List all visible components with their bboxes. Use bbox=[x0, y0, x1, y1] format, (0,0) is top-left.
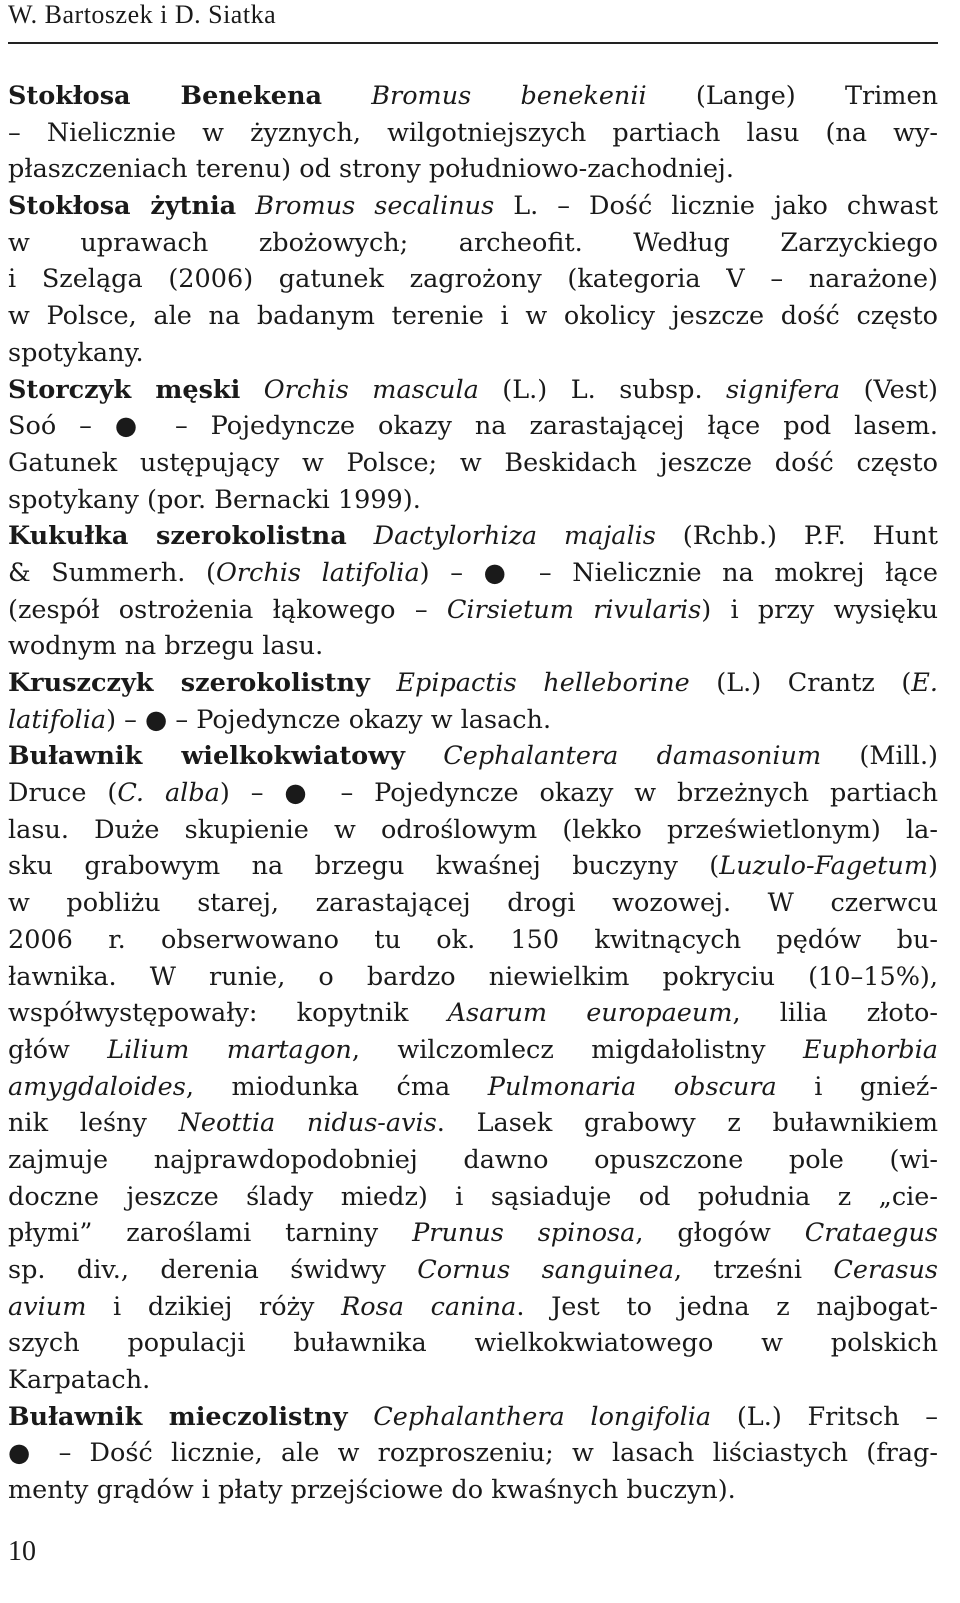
text-line bbox=[8, 1069, 938, 1106]
text-run: ● – Dość licznie, ale w rozproszeniu; w lasach liściastych (frag- bbox=[8, 1438, 938, 1469]
text-line bbox=[8, 1362, 938, 1399]
text-line bbox=[8, 812, 938, 849]
text-run: szych populacji buławnika wielkokwiatowego w polskich bbox=[8, 1328, 938, 1359]
text-run: lasu. Duże skupienie w odroślowym (lekko prześwietlonym) la- bbox=[8, 814, 938, 845]
species-name: Storczyk męski bbox=[8, 374, 241, 405]
header-rule bbox=[8, 42, 938, 44]
text-line bbox=[8, 1472, 938, 1509]
text-run bbox=[405, 741, 443, 771]
text-run: , miodunka ćma bbox=[185, 1071, 488, 1102]
text-run: L. – Dość licznie jako chwast bbox=[494, 191, 938, 222]
text-line bbox=[8, 738, 938, 775]
text-run bbox=[236, 191, 255, 221]
text-run bbox=[322, 81, 371, 111]
text-line bbox=[8, 518, 938, 555]
text-run: ) i przy wysięku bbox=[701, 594, 938, 625]
text-line bbox=[8, 1105, 938, 1142]
text-run bbox=[348, 1402, 374, 1432]
text-run: (Vest) bbox=[840, 374, 938, 405]
latin-name: latifolia bbox=[8, 704, 107, 735]
latin-name: Lilium martagon bbox=[107, 1034, 352, 1065]
text-run: w pobliżu starej, zarastającej drogi wozowej. W czerwcu bbox=[8, 888, 938, 919]
text-line bbox=[8, 1399, 938, 1436]
text-run bbox=[347, 521, 374, 551]
latin-name: Cerasus bbox=[833, 1255, 938, 1285]
species-name: Buławnik wielkokwiatowy bbox=[8, 741, 405, 772]
text-line bbox=[8, 922, 938, 959]
text-run: (L.) Crantz ( bbox=[689, 668, 912, 698]
text-line bbox=[8, 702, 938, 739]
latin-name: Prunus spinosa bbox=[412, 1218, 636, 1249]
text-run: nik leśny bbox=[8, 1108, 179, 1139]
text-line bbox=[8, 592, 938, 629]
latin-name: Cornus sanguinea bbox=[417, 1255, 674, 1285]
text-run: współwystępowały: kopytnik bbox=[8, 998, 448, 1029]
text-line bbox=[8, 225, 938, 262]
text-run: sku grabowym na brzegu kwaśnej buczyny ( bbox=[8, 851, 720, 882]
text-line bbox=[8, 848, 938, 885]
text-line bbox=[8, 188, 938, 225]
text-line bbox=[8, 151, 938, 188]
latin-name: Cephalanthera longifolia bbox=[373, 1401, 712, 1432]
latin-name: amygdaloides bbox=[8, 1071, 186, 1102]
text-run: ) – ● – Pojedyncze okazy w lasach. bbox=[106, 704, 552, 735]
text-run: Soó – ● – Pojedyncze okazy na zarastającej łące pod lasem. bbox=[8, 411, 938, 442]
text-run: Druce ( bbox=[8, 778, 118, 809]
species-name: Stokłosa żytnia bbox=[8, 191, 237, 222]
text-run bbox=[370, 668, 397, 698]
latin-name: Dactylorhiza majalis bbox=[373, 521, 656, 552]
text-line bbox=[8, 1179, 938, 1216]
text-line bbox=[8, 115, 938, 152]
text-line bbox=[8, 1325, 938, 1362]
text-run: , wilczomlecz migdałolistny bbox=[351, 1034, 803, 1065]
latin-name: Cirsietum rivularis bbox=[446, 594, 702, 625]
text-run: & Summerh. ( bbox=[8, 557, 216, 588]
text-line bbox=[8, 1252, 938, 1289]
text-run: Gatunek ustępujący w Polsce; w Beskidach jeszcze dość często bbox=[8, 447, 938, 478]
text-run: głów bbox=[8, 1034, 108, 1065]
latin-name: Epipactis helleborine bbox=[396, 668, 690, 698]
latin-name: Orchis mascula bbox=[263, 374, 479, 405]
latin-name: Luzulo-Fagetum bbox=[719, 851, 929, 882]
text-run: (Lange) Trimen bbox=[646, 81, 938, 111]
latin-name: E. bbox=[911, 668, 938, 698]
text-line bbox=[8, 482, 938, 519]
text-run: zajmuje najprawdopodobniej dawno opuszczone pole (wi- bbox=[8, 1144, 938, 1175]
text-line bbox=[8, 555, 938, 592]
text-run: , głogów bbox=[635, 1218, 805, 1249]
species-name: Kukułka szerokolistna bbox=[8, 521, 347, 552]
text-run: 2006 r. obserwowano tu ok. 150 kwitnących pędów bu- bbox=[8, 924, 938, 955]
text-run bbox=[240, 375, 263, 405]
text-run: (Rchb.) P.F. Hunt bbox=[655, 521, 938, 552]
species-name: Kruszczyk szerokolistny bbox=[8, 668, 370, 698]
text-line bbox=[8, 775, 938, 812]
page-number: 10 bbox=[8, 1536, 36, 1567]
text-line bbox=[8, 628, 938, 665]
text-run: i gnieź- bbox=[776, 1071, 938, 1102]
text-run: spotykany (por. Bernacki 1999). bbox=[8, 484, 421, 515]
latin-name: Euphorbia bbox=[802, 1034, 938, 1065]
text-run: (Mill.) bbox=[821, 741, 938, 772]
text-run: (zespół ostrożenia łąkowego – bbox=[8, 594, 447, 625]
latin-name: avium bbox=[8, 1291, 87, 1322]
text-run: , lilia złoto- bbox=[732, 998, 938, 1029]
text-run: . Jest to jedna z najbogat- bbox=[516, 1291, 938, 1322]
latin-name: Bromus benekenii bbox=[371, 81, 647, 111]
text-line bbox=[8, 995, 938, 1032]
text-line bbox=[8, 78, 938, 115]
text-run: ławnika. W runie, o bardzo niewielkim pokryciu (10–15%), bbox=[8, 961, 938, 992]
text-run: wodnym na brzegu lasu. bbox=[8, 631, 324, 662]
text-line bbox=[8, 298, 938, 335]
text-run: ) – ● – Nielicznie na mokrej łące bbox=[419, 557, 938, 588]
text-run: spotykany. bbox=[8, 337, 144, 368]
text-run: i Szeląga (2006) gatunek zagrożony (kategoria V – narażone) bbox=[8, 264, 938, 295]
text-run: i dzikiej róży bbox=[86, 1291, 342, 1322]
text-line bbox=[8, 1032, 938, 1069]
species-name: Buławnik mieczolistny bbox=[8, 1401, 348, 1432]
text-line bbox=[8, 335, 938, 372]
text-line bbox=[8, 1142, 938, 1179]
header-author: W. Bartoszek i D. Siatka bbox=[8, 0, 277, 29]
latin-name: Pulmonaria obscura bbox=[487, 1071, 777, 1102]
text-line bbox=[8, 445, 938, 482]
text-run: – Nielicznie w żyznych, wilgotniejszych partiach lasu (na wy- bbox=[8, 117, 938, 148]
latin-name: Neottia nidus-avis bbox=[178, 1108, 437, 1139]
species-name: Stokłosa Benekena bbox=[8, 81, 323, 111]
text-run: płaszczeniach terenu) od strony południowo-zachodniej. bbox=[8, 154, 734, 185]
latin-name: Orchis latifolia bbox=[215, 557, 420, 588]
text-run: , trześni bbox=[673, 1255, 834, 1285]
text-line bbox=[8, 885, 938, 922]
text-run: (L.) L. subsp. bbox=[478, 374, 727, 405]
latin-name: signifera bbox=[726, 374, 841, 405]
text-line bbox=[8, 372, 938, 409]
latin-name: Crataegus bbox=[804, 1218, 938, 1249]
text-run: (L.) Fritsch – bbox=[711, 1401, 938, 1432]
text-line bbox=[8, 1289, 938, 1326]
text-run: . Lasek grabowy z buławnikiem bbox=[436, 1108, 938, 1139]
text-line bbox=[8, 665, 938, 702]
text-run: Karpatach. bbox=[8, 1365, 151, 1396]
text-run: w uprawach zbożowych; archeofit. Według Zarzyckiego bbox=[8, 227, 938, 258]
running-header bbox=[8, 0, 938, 44]
text-run: ) bbox=[928, 851, 938, 882]
latin-name: Bromus secalinus bbox=[255, 191, 495, 222]
latin-name: Rosa canina bbox=[341, 1291, 517, 1322]
latin-name: C. alba bbox=[117, 778, 220, 809]
text-run: menty grądów i płaty przejściowe do kwaśnych buczyn). bbox=[8, 1475, 736, 1506]
text-run: płymi” zaroślami tarniny bbox=[8, 1218, 413, 1249]
text-run: doczne jeszcze ślady miedz) i sąsiaduje od południa z „cie- bbox=[8, 1181, 938, 1212]
latin-name: Asarum europaeum bbox=[447, 998, 733, 1029]
article-body bbox=[8, 78, 938, 1509]
text-line bbox=[8, 408, 938, 445]
text-run: w Polsce, ale na badanym terenie i w okolicy jeszcze dość często bbox=[8, 301, 938, 332]
text-line bbox=[8, 1215, 938, 1252]
text-run: sp. div., derenia świdwy bbox=[8, 1255, 418, 1285]
text-line bbox=[8, 1435, 938, 1472]
text-line bbox=[8, 959, 938, 996]
latin-name: Cephalantera damasonium bbox=[443, 741, 822, 772]
text-line bbox=[8, 261, 938, 298]
text-run: ) – ● – Pojedyncze okazy w brzeżnych partiach bbox=[219, 778, 938, 809]
